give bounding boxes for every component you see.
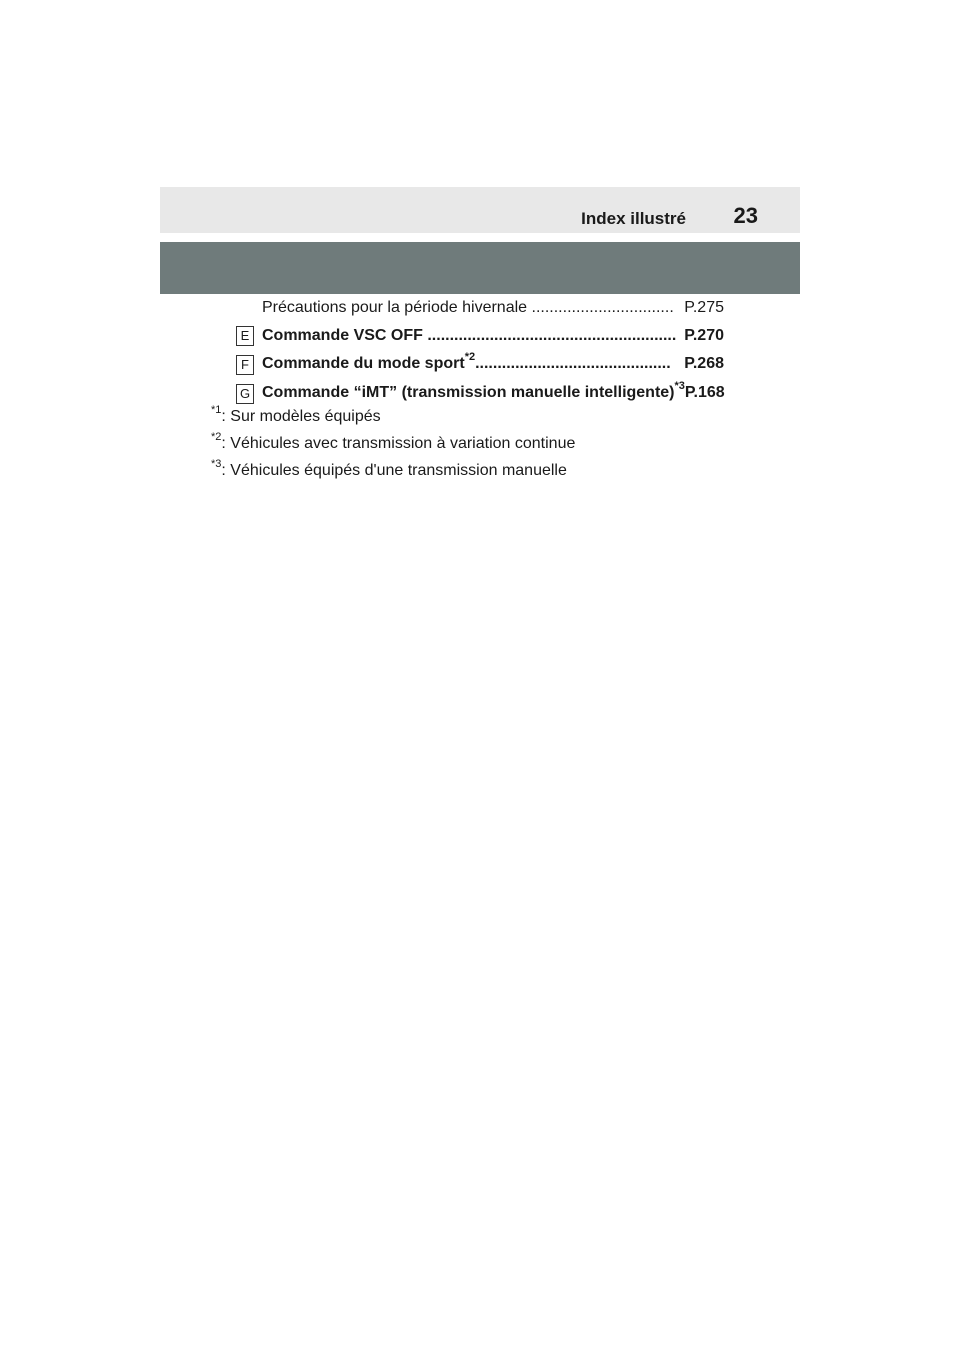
entry-label: Précautions pour la période hivernale ................................ [262,299,674,316]
index-entry-winter-precautions [262,297,724,319]
footnote-ref: *3 [674,379,685,392]
footnote-marker: *2 [211,430,222,443]
entry-label: Commande VSC OFF ........................................................ [262,327,677,344]
entry-page-ref[interactable]: P.268 [684,355,724,372]
footnote-3: $^{*3}$: Véhicules équipés d'une transmission manuelle [211,457,567,479]
section-band [160,242,800,294]
callout-letter-f: F [236,355,254,375]
footnote-marker: *3 [211,457,222,470]
page-header [160,187,800,233]
footnote-ref: *2 [464,350,476,363]
entry-page-ref[interactable]: P.168 [684,384,725,401]
callout-letter-e: E [236,326,254,346]
entry-page-ref[interactable]: P.275 [684,299,724,316]
index-entry-imt [262,379,732,404]
entry-label: Commande du mode sport$^{*2}$............................................ [262,350,671,372]
entry-label: Commande “iMT” (transmission manuelle intelligente)$^{*3}$P.168 [262,379,725,401]
page-number: 23 [733,203,758,228]
entry-page-ref[interactable]: P.270 [684,327,724,344]
footnote-2: $^{*2}$: Véhicules avec transmission à variation continue [211,430,576,452]
callout-letter-g: G [236,384,254,404]
footnote-1: $^{*1}$: Sur modèles équipés [211,403,381,425]
header-title: Index illustré [581,209,686,228]
index-entry-sport-mode [262,350,724,375]
footnote-marker: *1 [211,403,222,416]
index-entry-vsc-off [262,325,724,347]
